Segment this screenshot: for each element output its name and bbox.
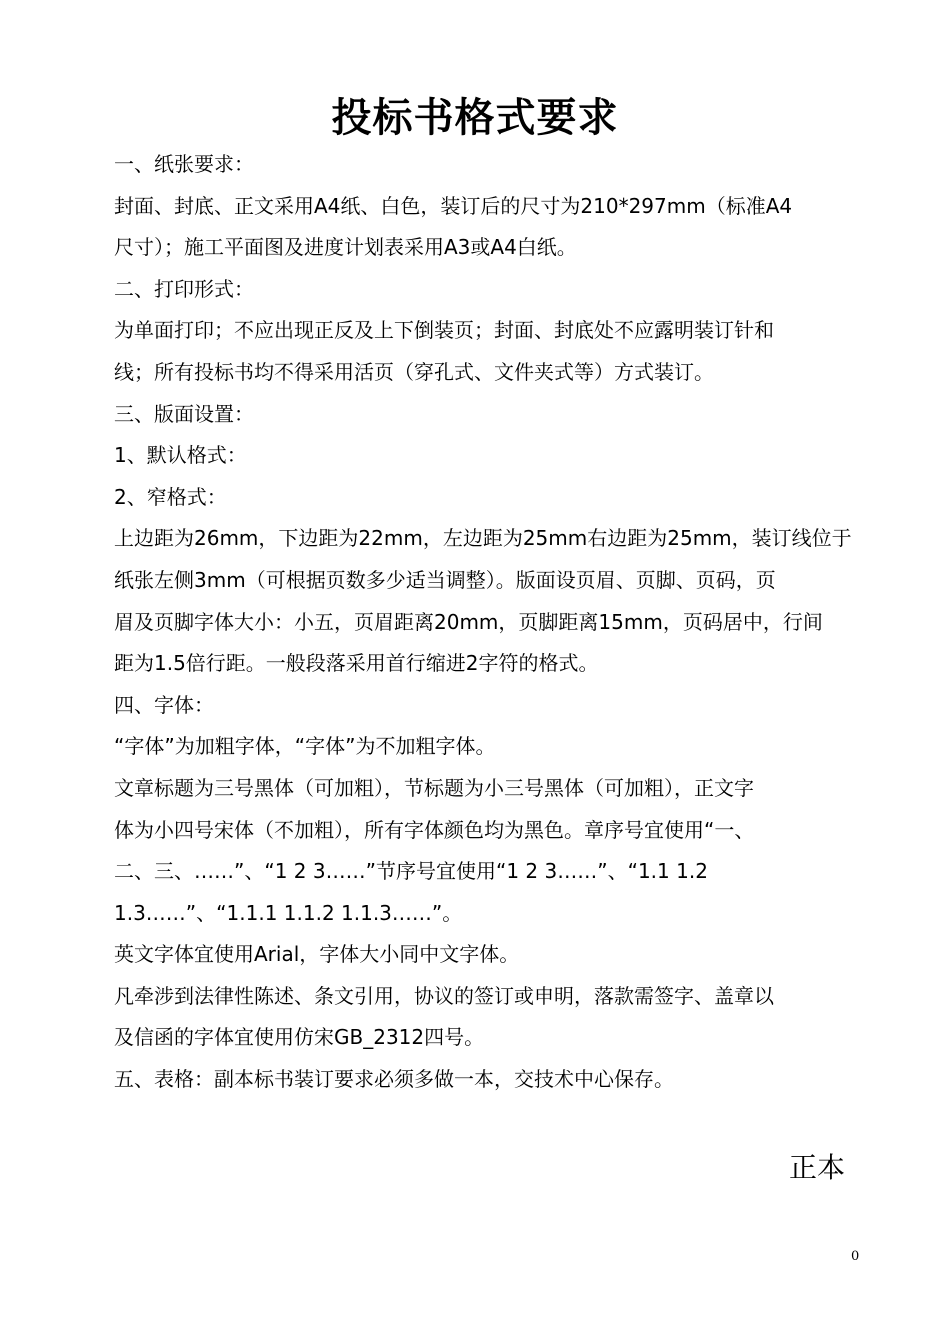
body-line: 1.3……”、“1.1.1 1.1.2 1.1.3……”。 [114,900,463,925]
subheading-default-format: 1、默认格式： [114,443,247,468]
body-line: 体为小四号宋体（不加粗），所有字体颜色均为黑色。章序号宜使用“一、 [114,817,755,842]
heading-tables: 五、表格：副本标书装订要求必须多做一本，交技术中心保存。 [114,1067,674,1092]
heading-layout: 三、版面设置： [114,401,254,426]
body-line: 凡牵涉到法律性陈述、条文引用，协议的签订或申明，落款需签字、盖章以 [114,983,774,1008]
body-line: 为单面打印；不应出现正反及上下倒装页；封面、封底处不应露明装订针和 [114,318,774,343]
body-line: 眉及页脚字体大小：小五，页眉距离20mm，页脚距离15mm，页码居中，行间 [114,609,823,634]
body-line: 纸张左侧3mm（可根据页数多少适当调整）。版面设页眉、页脚、页码，页 [114,567,776,592]
body-line: 上边距为26mm，下边距为22mm，左边距为25mm右边距为25mm，装订线位于 [114,526,852,551]
body-line: 距为1.5倍行距。一般段落采用首行缩进2字符的格式。 [114,651,599,676]
document-body [114,144,874,1101]
document-title: 投标书格式要求 [331,95,619,141]
body-line: 二、三、……”、“1 2 3……”节序号宜使用“1 2 3……”、“1.1 1.2 [114,859,708,884]
heading-paper: 一、纸张要求： [114,152,254,176]
body-line: 封面、封底、正文采用A4纸、白色，装订后的尺寸为210*297mm（标准A4 [114,193,793,218]
body-line: 英文字体宜使用Arial，字体大小同中文字体。 [114,942,520,967]
heading-printing: 二、打印形式： [114,276,254,301]
body-line: 线；所有投标书均不得采用活页（穿孔式、文件夹式等）方式装订。 [114,359,714,384]
body-line: 尺寸）；施工平面图及进度计划表采用A3或A4白纸。 [114,235,577,260]
copy-label: 正本 [789,1151,846,1184]
heading-fonts: 四、字体： [114,692,214,717]
body-line: “字体”为加粗字体，“字体”为不加粗字体。 [114,734,496,759]
body-line: 及信函的字体宜使用仿宋GB_2312四号。 [114,1025,485,1050]
subheading-narrow-format: 2、窄格式： [114,484,227,509]
body-line: 文章标题为三号黑体（可加粗），节标题为小三号黑体（可加粗），正文字 [114,775,754,800]
page-number: 0 [851,1249,860,1264]
